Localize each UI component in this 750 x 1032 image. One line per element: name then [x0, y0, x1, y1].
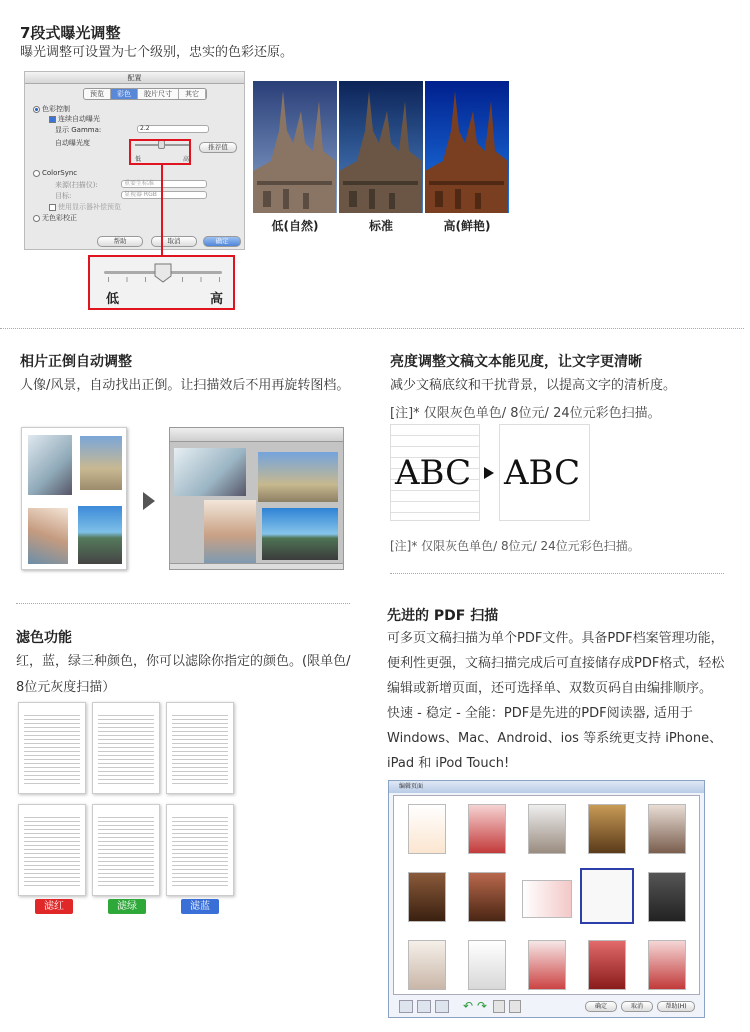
abc-after-box: [499, 424, 590, 521]
page-thumb[interactable]: [408, 872, 446, 922]
pdf-desc: 可多页文稿扫描为单个PDF文件。具备PDF档案管理功能，便利性更强，文稿扫描完成后可直接储存成PDF格式，轻松编辑或新增页面，还可选择单、双数页码自由编排顺序。 快速 - 稳定 - 全能：PDF是先进的PDF阅读器, 适用于 Windows、Mac、Android、ios 等系统更支持 iPhone、iPad 和 iPod Touch!: [387, 631, 725, 771]
divider-1: [0, 328, 744, 329]
abc-before-box: [390, 424, 480, 521]
page-thumb[interactable]: [648, 940, 686, 990]
highlight-connector: [161, 165, 163, 257]
filter-green-button[interactable]: 滤绿: [108, 899, 146, 914]
use-display-checkbox[interactable]: 使用显示器补偿预览: [49, 202, 121, 212]
tab-preview[interactable]: 预览: [84, 89, 111, 99]
mini-low-label: 低: [135, 156, 142, 163]
color-filter-title: 滤色功能: [16, 630, 72, 646]
form-thumb-1: [18, 702, 86, 794]
form-thumb-3: [166, 702, 234, 794]
continuous-auto-checkbox[interactable]: 连续自动曝光: [49, 114, 100, 124]
brightness-note-top: [注]* 仅限灰色单色/ 8位元/ 24位元彩色扫描。: [390, 406, 661, 421]
photo-low: [253, 81, 337, 213]
toolbar-page-icon[interactable]: [435, 1000, 449, 1013]
pdf-title: 先进的 PDF 扫描: [387, 608, 499, 624]
brightness-note-bottom: [注]* 仅限灰色单色/ 8位元/ 24位元彩色扫描。: [390, 539, 640, 553]
auto-orient-title: 相片正倒自动调整: [20, 354, 132, 370]
page-thumb[interactable]: [468, 940, 506, 990]
page-thumb[interactable]: [468, 804, 506, 854]
rotate-right-icon[interactable]: ↷: [477, 999, 488, 1013]
caption-low: 低(自然): [271, 219, 319, 233]
pdf-window-title: 编辑页面: [389, 781, 704, 793]
exposure-photos: [253, 81, 509, 213]
help-button[interactable]: 帮助: [97, 236, 143, 247]
page-thumb[interactable]: [468, 872, 506, 922]
page-thumb-selected[interactable]: [580, 868, 634, 924]
unrotated-photos: [21, 427, 127, 570]
pdf-cancel-button[interactable]: 取消: [621, 1001, 653, 1012]
photo-standard: [339, 81, 423, 213]
toolbar-page-icon[interactable]: [399, 1000, 413, 1013]
rotate-left-icon[interactable]: ↶: [463, 999, 474, 1013]
photo-child: [28, 508, 68, 564]
rotated-photo-road: [262, 508, 338, 560]
brightness-title: 亮度调整文稿文本能见度，让文字更清晰: [390, 354, 642, 370]
divider-2: [390, 573, 724, 574]
no-color-correct-radio[interactable]: 无色彩校正: [33, 213, 77, 223]
page-thumb[interactable]: [528, 804, 566, 854]
filter-red-button[interactable]: 滤红: [35, 899, 73, 914]
form-thumb-2: [92, 702, 160, 794]
ok-button[interactable]: 确定: [203, 236, 241, 247]
source-label: 来源(扫描仪):: [55, 181, 98, 189]
caption-high: 高(鲜艳): [443, 219, 491, 233]
page-thumb[interactable]: [648, 804, 686, 854]
cancel-button[interactable]: 取消: [151, 236, 197, 247]
brightness-desc: 减少文稿底纹和干扰背景，以提高文字的清析度。: [390, 378, 677, 393]
dialog-title: 配置: [25, 72, 244, 84]
rotated-photo-child: [204, 500, 256, 564]
rotated-photo-temple: [258, 452, 338, 502]
color-filter-desc: 红，蓝，绿三种颜色，你可以滤除你指定的颜色。(限单色/ 8位元灰度扫描）: [16, 654, 351, 695]
page-thumb[interactable]: [588, 804, 626, 854]
tab-other[interactable]: 其它: [179, 89, 206, 99]
mini-high-label: 高: [183, 156, 190, 163]
tab-color[interactable]: 彩色: [111, 89, 138, 99]
source-select[interactable]: 重要生标准: [121, 180, 207, 188]
page-thumb[interactable]: [588, 940, 626, 990]
divider-3: [16, 603, 350, 604]
toolbar-page-icon[interactable]: [417, 1000, 431, 1013]
filtered-thumb-red: [18, 804, 86, 896]
colorsync-radio[interactable]: ColorSync: [33, 169, 77, 177]
zoom-high-label: 高: [210, 292, 224, 307]
exposure-title: 7段式曝光调整: [20, 24, 121, 42]
pdf-edit-window: [388, 780, 705, 1018]
zoomed-slider-box: [88, 255, 235, 310]
photo-high: [425, 81, 509, 213]
app-toolbar: [170, 428, 343, 442]
gamma-select[interactable]: 2.2: [137, 125, 209, 133]
filter-blue-button[interactable]: 滤蓝: [181, 899, 219, 914]
page-thumb[interactable]: [408, 804, 446, 854]
photo-family: [28, 435, 72, 495]
abc-before-text: ABC: [395, 453, 472, 493]
page-grid: [393, 795, 700, 995]
slider-highlight-box: [129, 139, 191, 165]
zoom-low-label: 低: [106, 292, 120, 307]
caption-standard: 标准: [368, 219, 393, 233]
exposure-desc: 曝光调整可设置为七个级别，忠实的色彩还原。: [20, 45, 294, 60]
gamma-label: 显示 Gamma:: [55, 126, 102, 134]
photo-temple: [80, 436, 122, 490]
page-thumb[interactable]: [648, 872, 686, 922]
pdf-ok-button[interactable]: 确定: [585, 1001, 617, 1012]
pdf-help-button[interactable]: 帮助(H): [657, 1001, 695, 1012]
abc-after-text: ABC: [504, 453, 581, 493]
copy-icon[interactable]: [509, 1000, 521, 1013]
page-thumb[interactable]: [408, 940, 446, 990]
dialog-tabs: [83, 88, 207, 100]
tab-film-size[interactable]: 胶片尺寸: [138, 89, 179, 99]
color-control-radio[interactable]: 色彩控制: [33, 104, 70, 114]
recommended-button[interactable]: 推荐值: [199, 142, 237, 153]
zoom-slider-thumb[interactable]: [154, 263, 172, 283]
filtered-thumb-green: [92, 804, 160, 896]
page-thumb[interactable]: [528, 940, 566, 990]
arrow-right-small-icon: [483, 466, 495, 480]
delete-icon[interactable]: [493, 1000, 505, 1013]
auto-orient-desc: 人像/风景，自动找出正倒。让扫描效后不用再旋转图档。: [20, 378, 350, 393]
arrow-right-icon: [142, 491, 156, 511]
photo-road: [78, 506, 122, 564]
filtered-thumb-blue: [166, 804, 234, 896]
app-statusbar: [170, 563, 343, 569]
page-thumb[interactable]: [522, 880, 572, 918]
software-screenshot: [169, 427, 344, 570]
target-select[interactable]: 显视器 RGB: [121, 191, 207, 199]
auto-exposure-label: 自动曝光度: [55, 139, 90, 147]
target-label: 目标:: [55, 192, 72, 200]
rotated-photo-family: [174, 448, 246, 496]
